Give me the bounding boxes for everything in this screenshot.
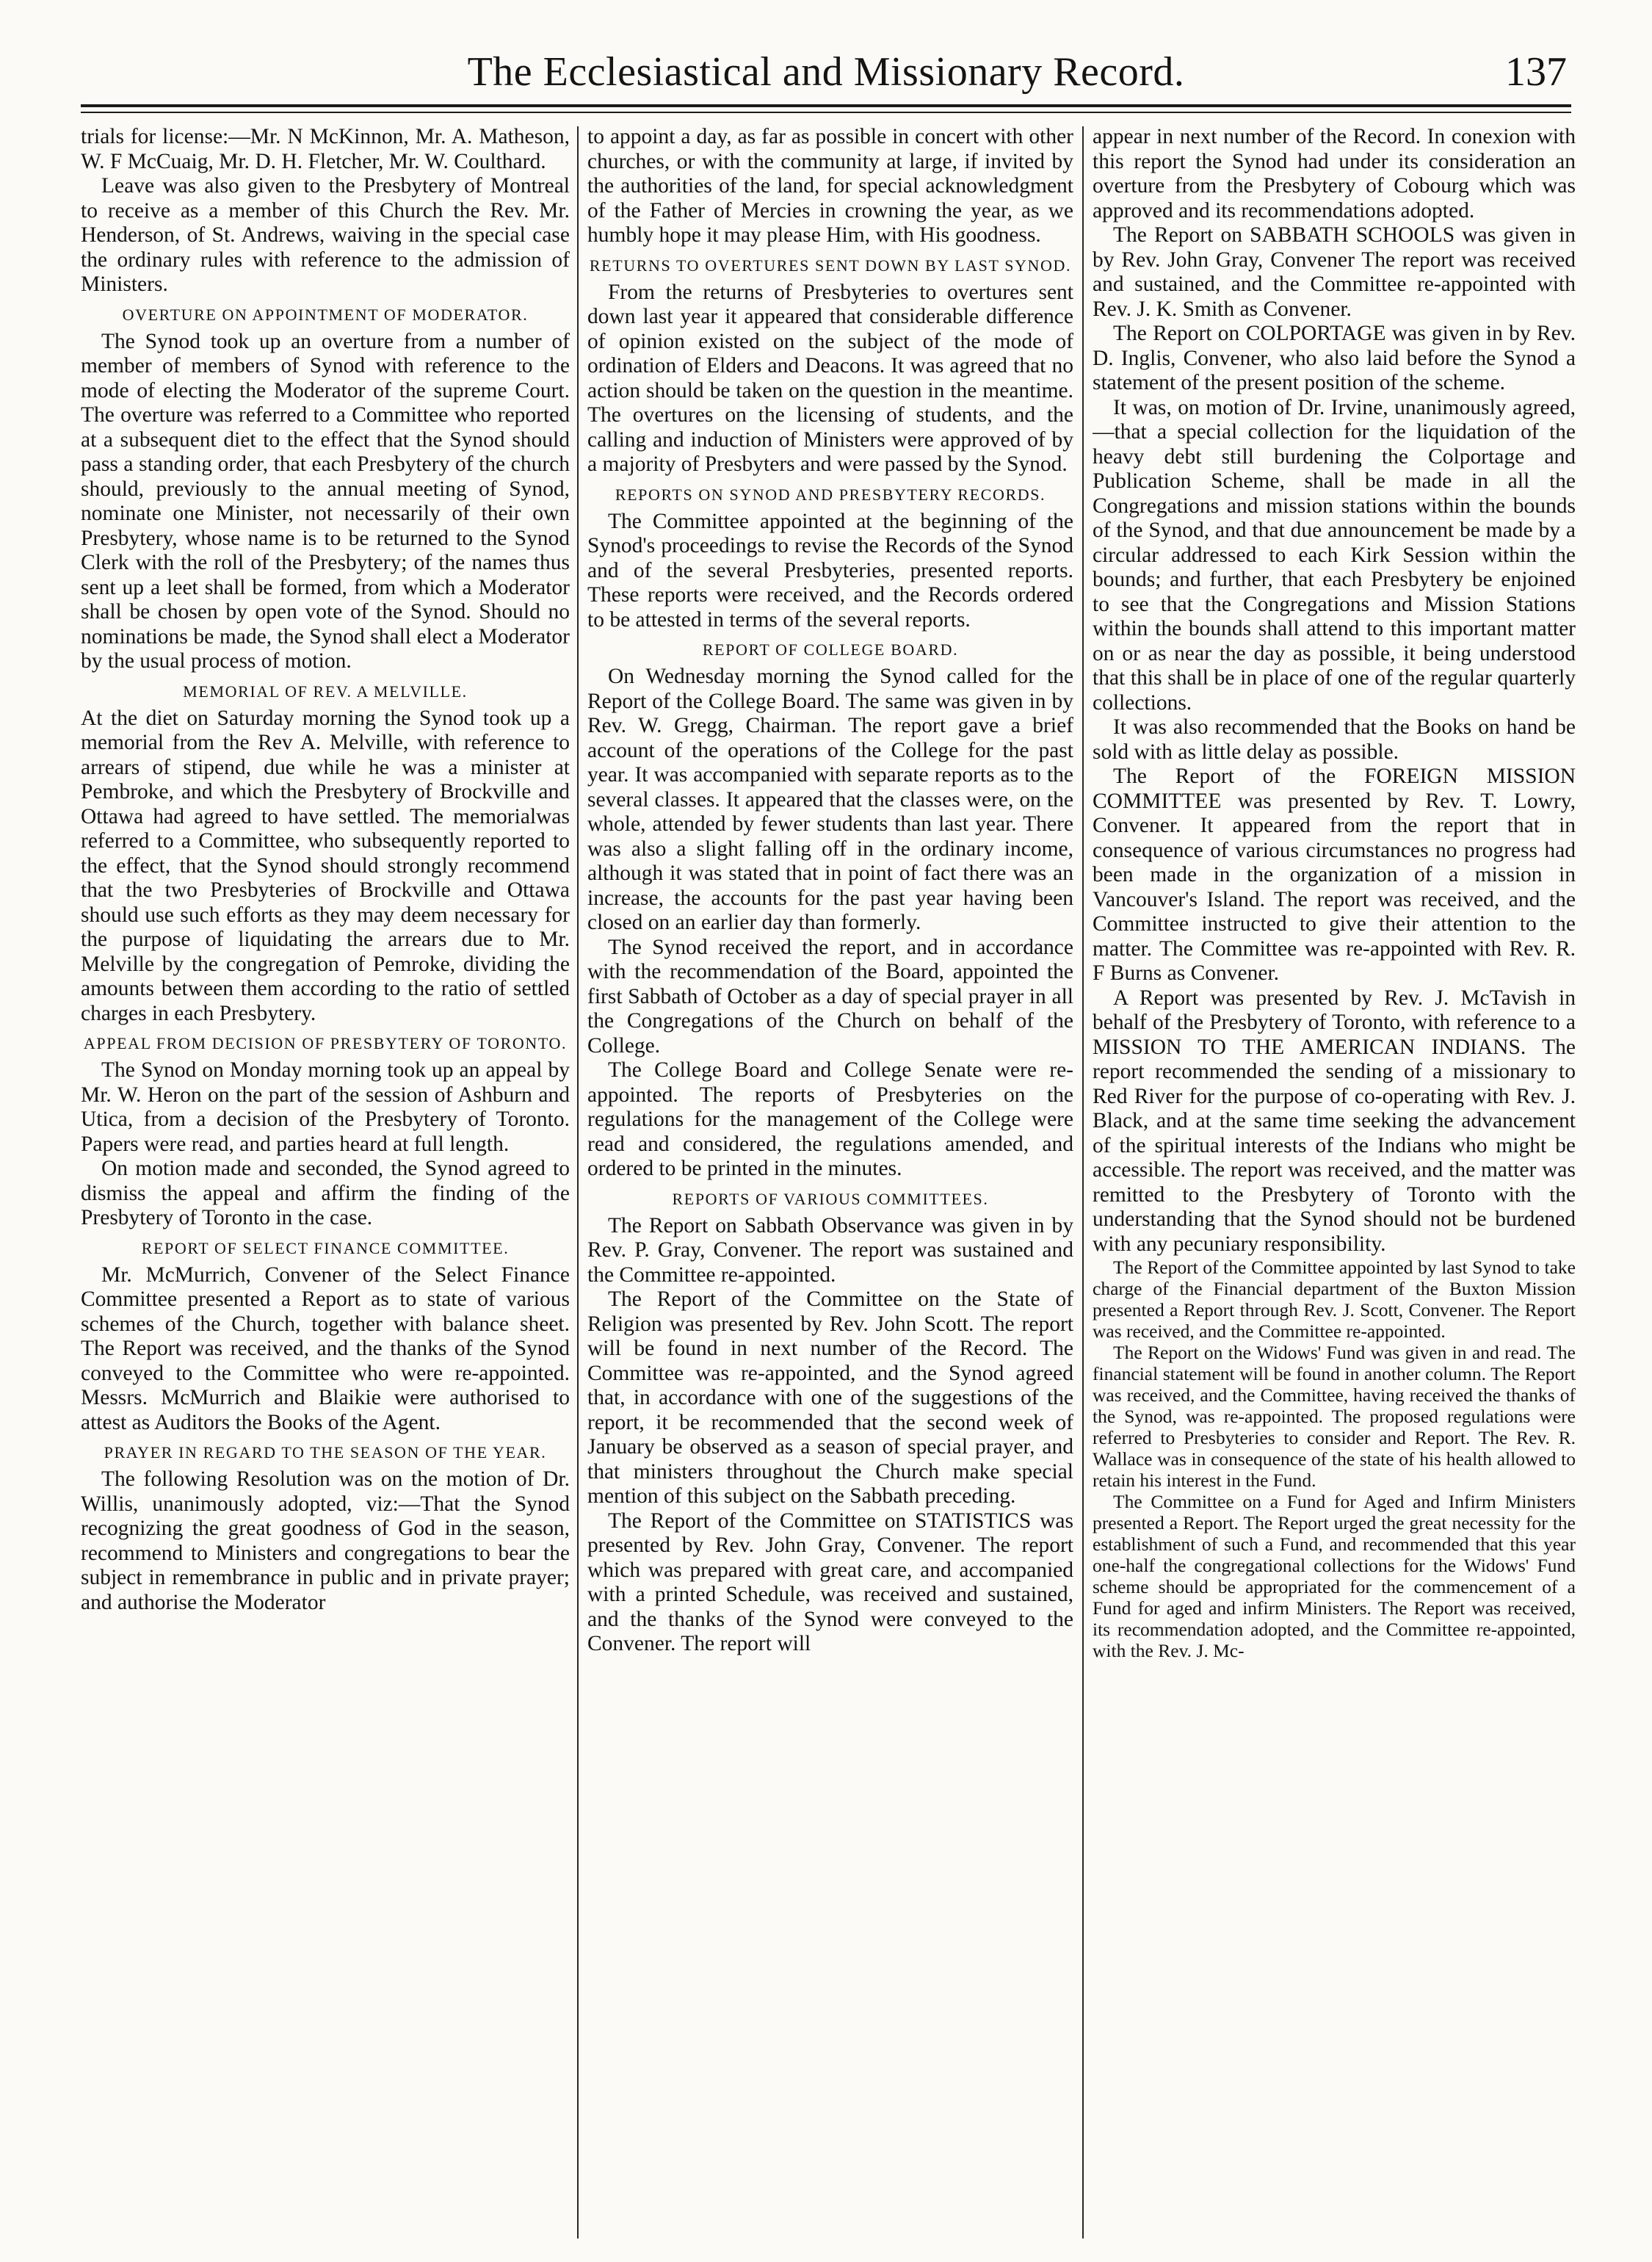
paragraph: It was also recommended that the Books on hand be sold with as little delay as possible. bbox=[1093, 715, 1576, 764]
publication-title: The Ecclesiastical and Missionary Record. bbox=[467, 49, 1185, 95]
section-heading: APPEAL FROM DECISION OF PRESBYTERY OF TORONTO. bbox=[83, 1034, 568, 1052]
paragraph: On motion made and seconded, the Synod agreed to dismiss the appeal and affirm the finding of the Presbytery of Toronto in the case. bbox=[81, 1157, 570, 1229]
paragraph: A Report was presented by Rev. J. McTavish in behalf of the Presbytery of Toronto, with reference to a MISSION TO THE AMERICAN INDIANS. The report recommended the sending of a missionary to Red River for the purpose of co-operating with Rev. J. Black, and at the same time seeking the advancement of the spiritual interests of the Indians who might be accessible. The report was received, and the matter was remitted to the Presbytery of Toronto with the understanding that the Synod should not be burdened with any pecuniary responsibility. bbox=[1093, 986, 1576, 1256]
paragraph: Mr. McMurrich, Convener of the Select Finance Committee presented a Report as to state of various schemes of the Church, together with balance sheet. The Report was received, and the thanks of the Synod conveyed to the Committee who were re-appointed. Messrs. McMurrich and Blaikie were authorised to attest as Auditors the Books of the Agent. bbox=[81, 1262, 570, 1434]
column-divider bbox=[1082, 126, 1084, 2238]
paragraph: The Synod received the report, and in accordance with the recommendation of the Board, appointed the first Sabbath of October as a day of special prayer in all the Congregations of the Church on behalf of the College. bbox=[587, 935, 1073, 1058]
column-2 bbox=[587, 125, 1073, 2240]
paragraph: On Wednesday morning the Synod called for the Report of the College Board. The same was given in by Rev. W. Gregg, Chairman. The report gave a brief account of the operations of the College for the past year. It was accompanied with separate reports as to the several classes. It appeared that the classes were, on the whole, attended by fewer students than last year. There was also a slight falling off in the ordinary income, although it was stated that in point of fact there was an increase, the accounts for the past year having been closed on an earlier day than formerly. bbox=[587, 665, 1073, 934]
paragraph: The Report on SABBATH SCHOOLS was given in by Rev. John Gray, Convener The report was received and sustained, and the Committee re-appointed with Rev. J. K. Smith as Convener. bbox=[1093, 223, 1576, 321]
section-heading: REPORTS ON SYNOD AND PRESBYTERY RECORDS. bbox=[615, 485, 1046, 504]
paragraph: From the returns of Presbyteries to overtures sent down last year it appeared that considerable difference of opinion existed on the subject of the mode of ordination of Elders and Deacons. It was agreed that no action should be taken on the question in the meantime. The overtures on the licensing of students, and the calling and induction of Ministers were approved of by a majority of Presbyters and were passed by the Synod. bbox=[587, 280, 1073, 476]
header-rule-thick bbox=[81, 104, 1571, 107]
small-print-section bbox=[1093, 1257, 1576, 1661]
column-3 bbox=[1093, 125, 1576, 2240]
column-divider bbox=[577, 126, 579, 2238]
running-header bbox=[81, 43, 1571, 101]
paragraph: appear in next number of the Record. In conexion with this report the Synod had under its consideration an overture from the Presbytery of Cobourg which was approved and its recommendations adopted. bbox=[1093, 125, 1576, 223]
paragraph: to appoint a day, as far as possible in concert with other churches, or with the community at large, if invited by the authorities of the land, for special acknowledgment of the Father of Mercies in crowning the year, as we humbly hope it may please Him, with His goodness. bbox=[587, 125, 1073, 247]
paragraph: The Report of the FOREIGN MISSION COMMITTEE was presented by Rev. T. Lowry, Convener. It appeared from the report that in consequence of various circumstances no progress had been made in the organization of a mission in Vancouver's Island. The report was received, and the Committee instructed to give their attention to the matter. The Committee was re-appointed with Rev. R. F Burns as Convener. bbox=[1093, 765, 1576, 985]
section-heading: MEMORIAL OF REV. A MELVILLE. bbox=[183, 682, 468, 701]
section-heading: OVERTURE ON APPOINTMENT OF MODERATOR. bbox=[122, 305, 529, 324]
paragraph: The Committee appointed at the beginning of the Synod's proceedings to revise the Records of the Synod and of the several Presbyteries, presented reports. These reports were received, and the Records ordered to be attested in terms of the several reports. bbox=[587, 509, 1073, 632]
section-heading: REPORT OF SELECT FINANCE COMMITTEE. bbox=[141, 1238, 510, 1257]
section-heading: REPORTS OF VARIOUS COMMITTEES. bbox=[672, 1189, 989, 1208]
paragraph: At the diet on Saturday morning the Synod took up a memorial from the Rev A. Melville, with reference to arrears of stipend, due while he was a minister at Pembroke, and which the Presbytery of Brockville and Ottawa had agreed to have settled. The memorialwas referred to a Committee, who subsequently reported to the effect, that the Synod should strongly recommend that the two Presbyteries of Brockville and Ottawa should use such efforts as they may deem necessary for the purpose of liquidating the arrears due to Mr. Melville by the congregation of Pemroke, dividing the amounts between them according to the ratio of settled charges in each Presbytery. bbox=[81, 706, 570, 1025]
paragraph: The Report on the Widows' Fund was given in and read. The financial statement will be found in another column. The Report was received, and the Committee, having received the thanks of the Synod, was re-appointed. The proposed regulations were referred to Presbyteries to consider and Report. The Rev. R. Wallace was in consequence of the state of his health allowed to retain his interest in the Fund. bbox=[1093, 1342, 1576, 1491]
paragraph: The Synod on Monday morning took up an appeal by Mr. W. Heron on the part of the session of Ashburn and Utica, from a decision of the Presbytery of Toronto. Papers were read, and parties heard at full length. bbox=[81, 1058, 570, 1156]
page-number: 137 bbox=[1505, 49, 1567, 95]
paragraph: The Committee on a Fund for Aged and Infirm Ministers presented a Report. The Report urged the great necessity for the establishment of such a Fund, and recommended that this year one-half the congregational collections for the Widows' Fund scheme should be appropriated for the commencement of a Fund for aged and infirm Ministers. The Report was received, its recommendation adopted, and the Committee re-appointed, with the Rev. J. Mc- bbox=[1093, 1491, 1576, 1661]
paragraph: trials for license:—Mr. N McKinnon, Mr. A. Matheson, W. F McCuaig, Mr. D. H. Fletcher, Mr. W. Coulthard. bbox=[81, 125, 570, 173]
paragraph: It was, on motion of Dr. Irvine, unanimously agreed,—that a special collection for the liquidation of the heavy debt still burdening the Colportage and Publication Scheme, shall be made in all the Congregations and mission stations within the bounds of the Synod, and that due announcement be made by a circular addressed to each Kirk Session within the bounds; and further, that each Presbytery be enjoined to see that the Congregations and Mission Stations within the bounds shall attend to this important matter on or as near the day as possible, it being understood that this shall be in place of one of the regular quarterly collections. bbox=[1093, 395, 1576, 715]
section-heading: RETURNS TO OVERTURES SENT DOWN BY LAST SYNOD. bbox=[589, 256, 1072, 275]
paragraph: The College Board and College Senate were re-appointed. The reports of Presbyteries on the regulations for the management of the College were read and considered, the regulations amended, and ordered to be printed in the minutes. bbox=[587, 1058, 1073, 1180]
paragraph: The Report on COLPORTAGE was given in by Rev. D. Inglis, Convener, who also laid before the Synod a statement of the present position of the scheme. bbox=[1093, 322, 1576, 394]
paragraph: The Report on Sabbath Observance was given in by Rev. P. Gray, Convener. The report was sustained and the Committee re-appointed. bbox=[587, 1213, 1073, 1287]
header-rule-thin bbox=[81, 112, 1571, 113]
section-heading: PRAYER IN REGARD TO THE SEASON OF THE YEAR. bbox=[104, 1443, 547, 1461]
paragraph: The Report of the Committee on the State of Religion was presented by Rev. John Scott. The report will be found in next number of the Record. The Committee was re-appointed, and the Synod agreed that, in accordance with one of the suggestions of the report, it be recommended that the second week of January be observed as a season of special prayer, and that ministers throughout the Church make special mention of this subject on the Sabbath preceding. bbox=[587, 1287, 1073, 1508]
paragraph: The Report of the Committee on STATISTICS was presented by Rev. John Gray, Convener. The report which was prepared with great care, and accompanied with a printed Schedule, was received and sustained, and the thanks of the Synod were conveyed to the Convener. The report will bbox=[587, 1508, 1073, 1655]
column-1 bbox=[81, 125, 570, 2240]
paragraph: Leave was also given to the Presbytery of Montreal to receive as a member of this Church the Rev. Mr. Henderson, of St. Andrews, waiving in the special case the ordinary rules with reference to the admission of Ministers. bbox=[81, 174, 570, 296]
paragraph: The Report of the Committee appointed by last Synod to take charge of the Financial department of the Buxton Mission presented a Report through Rev. J. Scott, Convener. The Report was received, and the Committee re-appointed. bbox=[1093, 1257, 1576, 1342]
section-heading: REPORT OF COLLEGE BOARD. bbox=[702, 640, 959, 659]
paragraph: The following Resolution was on the motion of Dr. Willis, unanimously adopted, viz:—That the Synod recognizing the great goodness of God in the season, recommend to Ministers and congregations to bear the subject in remembrance in public and in private prayer; and authorise the Moderator bbox=[81, 1467, 570, 1614]
paragraph: The Synod took up an overture from a number of member of members of Synod with reference to the mode of electing the Moderator of the supreme Court. The overture was referred to a Committee who reported at a subsequent diet to the effect that the Synod should pass a standing order, that each Presbytery of the church should, previously to the annual meeting of Synod, nominate one Minister, not necessarily of their own Presbytery, whose name is to be returned to the Synod Clerk with the roll of the Presbytery; of the names thus sent up a leet shall be formed, from which a Moderator shall be chosen by open vote of the Synod. Should no nominations be made, the Synod shall elect a Moderator by the usual process of motion. bbox=[81, 329, 570, 673]
